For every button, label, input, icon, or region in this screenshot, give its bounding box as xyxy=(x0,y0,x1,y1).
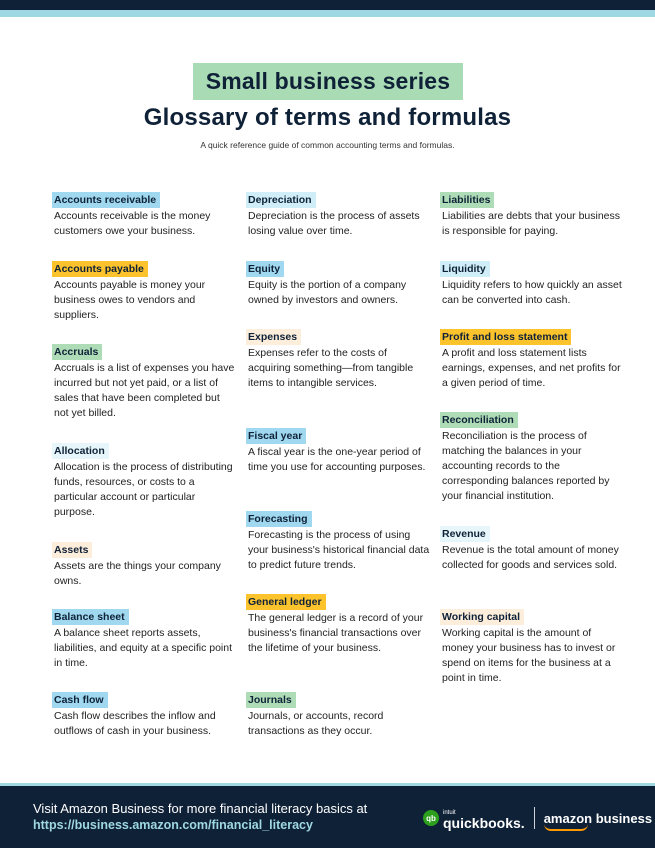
term-definition: Reconciliation is the process of matching the balances in your accounting records to the corresponding balances reported by your financial institution. xyxy=(442,430,610,502)
glossary-term xyxy=(246,259,431,308)
glossary-term xyxy=(440,524,625,573)
term-definition: A fiscal year is the one-year period of time you use for accounting purposes. xyxy=(248,446,426,473)
top-accent-bar xyxy=(0,10,655,17)
amazon-business-logo xyxy=(544,811,652,826)
glossary-term xyxy=(440,607,625,686)
glossary-term xyxy=(246,426,431,475)
glossary-term xyxy=(52,190,237,239)
logo-divider xyxy=(534,807,535,829)
term-definition: Accruals is a list of expenses you have incurred but not yet paid, or a list of sales that have been completed but not yet billed. xyxy=(54,362,235,419)
term-definition: Accounts payable is money your business owes to vendors and suppliers. xyxy=(54,279,206,321)
term-definition: A balance sheet reports assets, liabilities, and equity at a specific point in time. xyxy=(54,627,233,669)
term-definition: Journals, or accounts, record transactions as they occur. xyxy=(248,710,384,737)
term-label: General ledger xyxy=(246,594,326,610)
footer-message: Visit Amazon Business for more financial literacy basics at xyxy=(33,801,368,816)
term-label: Journals xyxy=(246,692,296,708)
term-label: Assets xyxy=(52,542,92,558)
term-definition: Allocation is the process of distributing funds, resources, or costs to a particular account or particular purpose. xyxy=(54,461,233,518)
glossary-term xyxy=(52,540,237,589)
term-definition: Working capital is the amount of money your business has to invest or spend on items for the business at a point in time. xyxy=(442,627,616,684)
footer-link[interactable]: https://business.amazon.com/financial_literacy xyxy=(33,818,313,832)
glossary-term xyxy=(440,327,625,391)
glossary-term xyxy=(246,690,431,739)
term-label: Depreciation xyxy=(246,192,316,208)
term-label: Equity xyxy=(246,261,284,277)
term-definition: Forecasting is the process of using your business's historical financial data to predict future trends. xyxy=(248,529,430,571)
term-definition: Expenses refer to the costs of acquiring something—from tangible items to intangible services. xyxy=(248,347,414,389)
quickbooks-label: quickbooks. xyxy=(443,815,525,831)
term-label: Cash flow xyxy=(52,692,108,708)
term-label: Reconciliation xyxy=(440,412,518,428)
term-definition: Assets are the things your company owns. xyxy=(54,560,221,587)
term-label: Liquidity xyxy=(440,261,490,277)
term-label: Allocation xyxy=(52,443,109,459)
term-label: Profit and loss statement xyxy=(440,329,571,345)
term-definition: Revenue is the total amount of money collected for goods and services sold. xyxy=(442,544,619,571)
term-definition: Liabilities are debts that your business is responsible for paying. xyxy=(442,210,621,237)
term-definition: The general ledger is a record of your business's financial transactions over the lifetime of your business. xyxy=(248,612,424,654)
page-title: Glossary of terms and formulas xyxy=(143,104,512,131)
term-label: Fiscal year xyxy=(246,428,306,444)
glossary-term xyxy=(52,607,237,671)
glossary-term xyxy=(52,259,237,323)
term-label: Accounts receivable xyxy=(52,192,160,208)
glossary-term xyxy=(52,441,237,520)
intuit-label: intuit xyxy=(443,810,456,816)
glossary-term xyxy=(246,509,431,573)
partner-logos xyxy=(423,806,652,830)
amazon-business-label: amazon business xyxy=(543,810,653,826)
footer-text xyxy=(33,800,367,834)
series-badge: Small business series xyxy=(193,63,463,100)
term-label: Balance sheet xyxy=(52,609,129,625)
glossary-term xyxy=(246,327,431,391)
term-label: Working capital xyxy=(440,609,524,625)
term-definition: Cash flow describes the inflow and outflows of cash in your business. xyxy=(54,710,216,737)
quickbooks-logo-icon: qb xyxy=(423,810,439,826)
page-subtitle: A quick reference guide of common accounting terms and formulas. xyxy=(200,140,455,150)
glossary-term xyxy=(440,259,625,308)
term-label: Revenue xyxy=(440,526,490,542)
term-label: Liabilities xyxy=(440,192,494,208)
term-definition: A profit and loss statement lists earnings, expenses, and net profits for a given period of time. xyxy=(442,347,621,389)
term-label: Expenses xyxy=(246,329,301,345)
glossary-term xyxy=(52,690,237,739)
glossary-term xyxy=(52,342,237,421)
glossary-term xyxy=(440,190,625,239)
term-label: Forecasting xyxy=(246,511,312,527)
term-definition: Accounts receivable is the money customers owe your business. xyxy=(54,210,211,237)
term-label: Accounts payable xyxy=(52,261,148,277)
term-definition: Equity is the portion of a company owned by investors and owners. xyxy=(248,279,407,306)
top-bar xyxy=(0,0,655,10)
quickbooks-logo xyxy=(443,808,525,831)
term-definition: Liquidity refers to how quickly an asset can be converted into cash. xyxy=(442,279,622,306)
glossary-term xyxy=(440,410,625,504)
amazon-smile-icon xyxy=(544,824,588,831)
glossary-term xyxy=(246,592,431,656)
term-label: Accruals xyxy=(52,344,102,360)
glossary-term xyxy=(246,190,431,239)
term-definition: Depreciation is the process of assets losing value over time. xyxy=(248,210,420,237)
